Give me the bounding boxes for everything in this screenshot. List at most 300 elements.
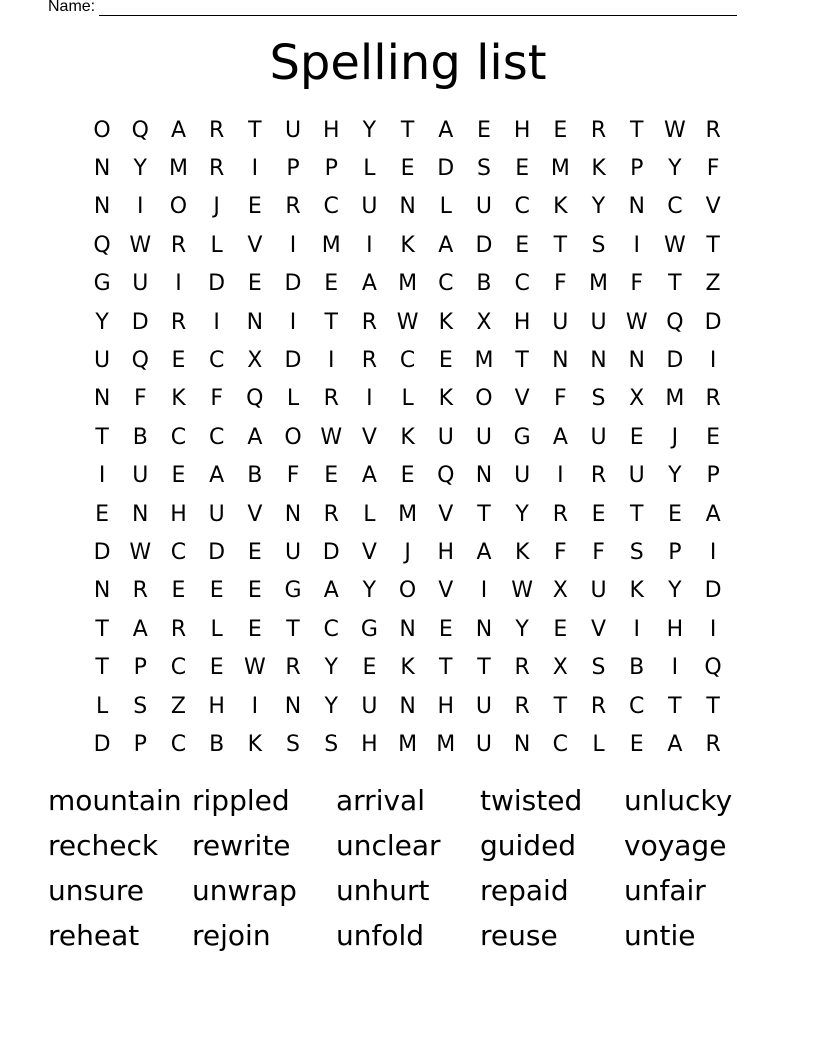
- grid-letter: M: [398, 271, 418, 297]
- grid-letter: N: [399, 616, 416, 642]
- grid-letter: N: [399, 194, 416, 220]
- grid-letter: J: [671, 424, 679, 450]
- grid-letter: F: [706, 156, 720, 182]
- grid-letter: S: [133, 693, 148, 719]
- grid-letter: N: [284, 501, 302, 527]
- grid-letter: I: [633, 232, 640, 258]
- grid-letter: L: [363, 156, 376, 182]
- grid-letter: M: [398, 501, 418, 527]
- grid-letter: W: [243, 655, 266, 681]
- grid-letter: C: [170, 655, 187, 681]
- grid-letter: R: [552, 501, 568, 527]
- grid-letter: C: [438, 271, 454, 297]
- grid-letter: P: [630, 156, 644, 182]
- word-list-item: arrival: [336, 784, 425, 817]
- grid-letter: K: [438, 386, 453, 412]
- grid-letter: T: [553, 232, 568, 258]
- grid-letter: N: [93, 156, 111, 182]
- grid-letter: N: [628, 348, 645, 374]
- grid-letter: V: [514, 386, 530, 412]
- grid-letter: N: [132, 501, 149, 527]
- grid-letter: Y: [668, 463, 682, 489]
- grid-letter: U: [628, 463, 645, 489]
- grid-letter: U: [208, 501, 225, 527]
- grid-letter: H: [513, 309, 531, 335]
- grid-letter: H: [437, 693, 455, 719]
- grid-letter: U: [284, 539, 302, 565]
- grid-letter: L: [210, 232, 223, 258]
- grid-letter: J: [213, 194, 220, 220]
- grid-letter: C: [323, 616, 339, 642]
- grid-letter: D: [93, 731, 111, 757]
- grid-letter: I: [327, 348, 335, 374]
- grid-letter: D: [322, 539, 340, 565]
- grid-letter: E: [95, 501, 110, 527]
- grid-letter: E: [209, 578, 224, 604]
- grid-letter: A: [323, 578, 339, 604]
- grid-letter: B: [247, 463, 263, 489]
- grid-letter: K: [514, 539, 530, 565]
- grid-letter: R: [132, 578, 148, 604]
- grid-letter: D: [93, 539, 111, 565]
- grid-letter: E: [400, 156, 415, 182]
- grid-letter: L: [439, 194, 452, 220]
- grid-letter: I: [366, 232, 373, 258]
- page-title: Spelling list: [269, 35, 547, 91]
- word-list-item: reheat: [48, 919, 140, 952]
- grid-letter: K: [438, 309, 453, 335]
- grid-letter: L: [286, 386, 300, 412]
- grid-letter: R: [285, 655, 301, 681]
- grid-letter: G: [284, 578, 302, 604]
- grid-letter: A: [170, 117, 186, 143]
- grid-letter: Y: [515, 616, 529, 642]
- grid-letter: C: [514, 271, 530, 297]
- grid-letter: Y: [362, 578, 377, 604]
- word-list-item: unsure: [48, 874, 144, 907]
- word-list-item: unclear: [336, 829, 441, 862]
- grid-letter: Y: [324, 655, 338, 681]
- grid-letter: E: [553, 616, 568, 642]
- grid-letter: L: [210, 616, 223, 642]
- grid-letter: K: [400, 655, 415, 681]
- grid-letter: D: [437, 156, 455, 182]
- grid-letter: B: [209, 731, 225, 757]
- grid-letter: N: [590, 348, 607, 374]
- grid-letter: P: [706, 463, 720, 489]
- grid-letter: Q: [93, 232, 111, 258]
- grid-letter: U: [132, 271, 149, 297]
- grid-letter: X: [552, 655, 568, 681]
- word-list-item: reuse: [480, 919, 558, 952]
- grid-letter: R: [361, 309, 378, 335]
- grid-letter: D: [475, 232, 493, 258]
- grid-letter: E: [438, 616, 453, 642]
- grid-letter: O: [398, 578, 417, 604]
- grid-letter: E: [667, 501, 682, 527]
- grid-letter: F: [554, 539, 567, 565]
- grid-letter: E: [247, 616, 262, 642]
- grid-letter: A: [438, 117, 454, 143]
- grid-letter: X: [552, 578, 568, 604]
- grid-letter: N: [475, 616, 493, 642]
- grid-letter: W: [664, 117, 686, 143]
- word-list-item: recheck: [48, 829, 159, 862]
- grid-letter: T: [286, 616, 300, 642]
- grid-letter: U: [475, 731, 493, 757]
- grid-letter: W: [396, 309, 419, 335]
- grid-letter: F: [592, 539, 605, 565]
- grid-letter: C: [323, 194, 339, 220]
- grid-letter: T: [95, 424, 109, 450]
- grid-letter: Y: [362, 117, 377, 143]
- grid-letter: U: [475, 194, 493, 220]
- grid-letter: J: [404, 539, 411, 565]
- grid-letter: W: [129, 232, 152, 258]
- grid-letter: A: [667, 731, 683, 757]
- word-list-item: unfair: [624, 874, 706, 907]
- grid-letter: K: [247, 731, 263, 757]
- grid-letter: U: [590, 578, 607, 604]
- grid-letter: I: [671, 655, 679, 681]
- grid-letter: E: [171, 578, 186, 604]
- grid-letter: R: [285, 194, 301, 220]
- word-list-item: rejoin: [192, 919, 271, 952]
- grid-letter: D: [208, 271, 226, 297]
- grid-letter: F: [554, 271, 567, 297]
- grid-letter: T: [324, 309, 338, 335]
- grid-letter: R: [170, 232, 187, 258]
- grid-letter: N: [93, 386, 111, 412]
- grid-letter: V: [247, 232, 263, 258]
- grid-letter: Y: [591, 194, 606, 220]
- grid-letter: I: [251, 156, 259, 182]
- grid-letter: R: [209, 156, 225, 182]
- grid-letter: A: [552, 424, 568, 450]
- grid-letter: U: [475, 693, 493, 719]
- grid-letter: F: [210, 386, 223, 412]
- grid-letter: T: [629, 501, 644, 527]
- grid-letter: K: [591, 156, 606, 182]
- grid-letter: H: [361, 731, 378, 757]
- grid-letter: T: [400, 117, 415, 143]
- grid-letter: U: [475, 424, 493, 450]
- grid-letter: R: [323, 501, 339, 527]
- grid-letter: S: [591, 232, 606, 258]
- grid-letter: I: [557, 463, 564, 489]
- word-list-item: twisted: [480, 784, 583, 817]
- grid-letter: R: [209, 117, 225, 143]
- grid-letter: S: [476, 156, 491, 182]
- grid-letter: I: [137, 194, 144, 220]
- grid-letter: S: [591, 655, 606, 681]
- grid-letter: K: [629, 578, 644, 604]
- grid-letter: L: [363, 501, 376, 527]
- grid-letter: W: [511, 578, 534, 604]
- word-list-item: guided: [480, 829, 577, 862]
- grid-letter: O: [475, 386, 493, 412]
- grid-letter: B: [132, 424, 148, 450]
- grid-letter: G: [93, 271, 111, 297]
- grid-letter: E: [247, 539, 262, 565]
- grid-letter: Y: [668, 578, 682, 604]
- grid-letter: R: [705, 117, 721, 143]
- grid-letter: Y: [324, 693, 338, 719]
- grid-letter: L: [95, 693, 109, 719]
- grid-letter: E: [362, 655, 377, 681]
- grid-letter: S: [629, 539, 644, 565]
- grid-letter: X: [629, 386, 645, 412]
- grid-letter: P: [324, 156, 338, 182]
- grid-letter: H: [513, 117, 531, 143]
- grid-letter: M: [398, 731, 418, 757]
- grid-letter: V: [705, 194, 721, 220]
- grid-letter: W: [664, 232, 686, 258]
- grid-letter: E: [247, 194, 262, 220]
- word-list-item: unfold: [336, 919, 425, 952]
- grid-letter: E: [324, 271, 339, 297]
- word-list-item: repaid: [480, 874, 569, 907]
- grid-letter: T: [629, 117, 644, 143]
- grid-letter: C: [667, 194, 683, 220]
- grid-letter: T: [515, 348, 529, 374]
- grid-letter: N: [93, 578, 111, 604]
- grid-letter: A: [361, 463, 377, 489]
- name-field: [48, 0, 737, 16]
- grid-letter: R: [590, 117, 607, 143]
- grid-letter: Q: [704, 655, 722, 681]
- grid-letter: F: [630, 271, 644, 297]
- grid-letter: U: [94, 348, 111, 374]
- grid-letter: R: [170, 309, 187, 335]
- grid-letter: A: [247, 424, 263, 450]
- grid-letter: E: [324, 463, 339, 489]
- grid-letter: B: [629, 655, 645, 681]
- grid-letter: X: [476, 309, 492, 335]
- word-list-item: rewrite: [192, 829, 291, 862]
- grid-letter: E: [553, 117, 568, 143]
- grid-letter: U: [361, 693, 378, 719]
- grid-letter: O: [284, 424, 302, 450]
- grid-letter: H: [437, 539, 455, 565]
- grid-letter: F: [133, 386, 147, 412]
- grid-letter: R: [514, 693, 530, 719]
- grid-letter: T: [439, 655, 453, 681]
- grid-letter: A: [438, 232, 454, 258]
- grid-letter: I: [709, 616, 717, 642]
- grid-letter: L: [592, 731, 605, 757]
- grid-letter: W: [129, 539, 152, 565]
- grid-letter: I: [289, 309, 297, 335]
- grid-letter: K: [171, 386, 186, 412]
- grid-letter: H: [666, 616, 684, 642]
- grid-letter: Y: [95, 309, 109, 335]
- grid-letter: U: [514, 463, 531, 489]
- name-label: Name:: [48, 0, 96, 15]
- grid-letter: D: [131, 309, 149, 335]
- grid-letter: N: [628, 194, 645, 220]
- grid-letter: U: [590, 309, 607, 335]
- grid-letter: I: [480, 578, 488, 604]
- grid-letter: A: [361, 271, 377, 297]
- grid-letter: E: [400, 463, 415, 489]
- grid-letter: D: [208, 539, 226, 565]
- grid-letter: U: [590, 424, 607, 450]
- grid-letter: I: [709, 539, 717, 565]
- name-underline: [99, 0, 737, 16]
- grid-letter: A: [132, 616, 148, 642]
- grid-letter: K: [400, 232, 415, 258]
- grid-letter: F: [286, 463, 300, 489]
- grid-letter: O: [169, 194, 188, 220]
- grid-letter: N: [552, 348, 569, 374]
- grid-letter: I: [633, 616, 640, 642]
- grid-letter: U: [437, 424, 454, 450]
- grid-letter: E: [209, 655, 224, 681]
- word-list: [48, 778, 768, 958]
- grid-letter: E: [515, 232, 530, 258]
- grid-letter: O: [93, 117, 111, 143]
- grid-letter: K: [400, 424, 415, 450]
- grid-letter: I: [175, 271, 182, 297]
- grid-letter: T: [477, 655, 491, 681]
- word-list-item: untie: [624, 919, 696, 952]
- grid-letter: Y: [133, 156, 147, 182]
- word-list-item: mountain: [48, 784, 182, 817]
- grid-letter: C: [208, 424, 225, 450]
- grid-letter: T: [668, 271, 682, 297]
- grid-letter: T: [95, 655, 109, 681]
- grid-letter: A: [209, 463, 225, 489]
- grid-letter: E: [247, 578, 262, 604]
- grid-letter: I: [251, 693, 259, 719]
- word-list-item: unhurt: [336, 874, 430, 907]
- grid-letter: P: [133, 731, 147, 757]
- grid-letter: V: [247, 501, 263, 527]
- grid-letter: L: [401, 386, 414, 412]
- grid-letter: N: [246, 309, 264, 335]
- grid-letter: H: [322, 117, 340, 143]
- grid-letter: V: [591, 616, 607, 642]
- grid-letter: C: [399, 348, 416, 374]
- grid-letter: R: [170, 616, 187, 642]
- grid-letter: C: [552, 731, 569, 757]
- grid-letter: P: [668, 539, 682, 565]
- grid-letter: A: [476, 539, 492, 565]
- grid-letter: G: [360, 616, 378, 642]
- grid-letter: V: [361, 539, 377, 565]
- grid-letter: R: [705, 731, 721, 757]
- grid-letter: A: [705, 501, 721, 527]
- grid-letter: E: [171, 348, 186, 374]
- grid-letter: P: [286, 156, 300, 182]
- grid-letter: D: [284, 348, 302, 374]
- grid-letter: D: [666, 348, 684, 374]
- grid-letter: G: [513, 424, 531, 450]
- word-list-item: rippled: [192, 784, 290, 817]
- grid-letter: D: [704, 309, 722, 335]
- grid-letter: V: [438, 578, 454, 604]
- grid-letter: R: [590, 693, 607, 719]
- grid-letter: W: [625, 309, 648, 335]
- grid-letter: E: [515, 156, 530, 182]
- grid-letter: E: [706, 424, 721, 450]
- letter-grid: [83, 111, 732, 764]
- grid-letter: E: [171, 463, 186, 489]
- grid-letter: R: [705, 386, 721, 412]
- grid-letter: U: [552, 309, 569, 335]
- grid-letter: Y: [668, 156, 682, 182]
- grid-letter: M: [168, 156, 188, 182]
- grid-letter: M: [665, 386, 685, 412]
- grid-letter: P: [133, 655, 147, 681]
- grid-letter: E: [629, 731, 644, 757]
- grid-letter: M: [436, 731, 456, 757]
- grid-letter: N: [93, 194, 111, 220]
- grid-letter: Y: [515, 501, 529, 527]
- grid-letter: R: [323, 386, 339, 412]
- grid-letter: B: [476, 271, 492, 297]
- word-list-item: voyage: [624, 829, 727, 862]
- grid-letter: N: [475, 463, 493, 489]
- grid-letter: K: [553, 194, 568, 220]
- grid-letter: W: [320, 424, 343, 450]
- grid-letter: E: [591, 501, 606, 527]
- grid-letter: R: [361, 348, 378, 374]
- grid-letter: I: [289, 232, 297, 258]
- grid-letter: D: [704, 578, 722, 604]
- grid-letter: C: [514, 194, 530, 220]
- word-list-item: unlucky: [624, 784, 733, 817]
- grid-letter: V: [438, 501, 454, 527]
- grid-letter: C: [629, 693, 645, 719]
- grid-letter: Q: [246, 386, 264, 412]
- grid-letter: M: [550, 156, 570, 182]
- grid-letter: T: [477, 501, 491, 527]
- grid-letter: U: [361, 194, 378, 220]
- grid-letter: H: [208, 693, 225, 719]
- grid-letter: R: [514, 655, 530, 681]
- grid-letter: S: [286, 731, 301, 757]
- grid-letter: C: [208, 348, 225, 374]
- grid-letter: Q: [437, 463, 455, 489]
- grid-letter: D: [284, 271, 302, 297]
- grid-letter: T: [553, 693, 568, 719]
- grid-letter: Q: [131, 348, 149, 374]
- grid-letter: N: [284, 693, 302, 719]
- grid-letter: U: [132, 463, 149, 489]
- grid-letter: I: [98, 463, 106, 489]
- grid-letter: M: [474, 348, 494, 374]
- grid-letter: M: [321, 232, 341, 258]
- grid-letter: I: [709, 348, 717, 374]
- grid-letter: C: [170, 539, 187, 565]
- grid-letter: Q: [131, 117, 149, 143]
- word-list-item: unwrap: [192, 874, 297, 907]
- grid-letter: Z: [705, 271, 721, 297]
- grid-letter: X: [247, 348, 263, 374]
- grid-letter: E: [438, 348, 453, 374]
- grid-letter: Z: [170, 693, 186, 719]
- grid-letter: T: [706, 693, 720, 719]
- grid-letter: E: [477, 117, 491, 143]
- grid-letter: M: [589, 271, 609, 297]
- grid-letter: T: [706, 232, 720, 258]
- grid-letter: T: [248, 117, 262, 143]
- grid-letter: I: [213, 309, 220, 335]
- grid-letter: C: [170, 731, 187, 757]
- grid-letter: E: [629, 424, 644, 450]
